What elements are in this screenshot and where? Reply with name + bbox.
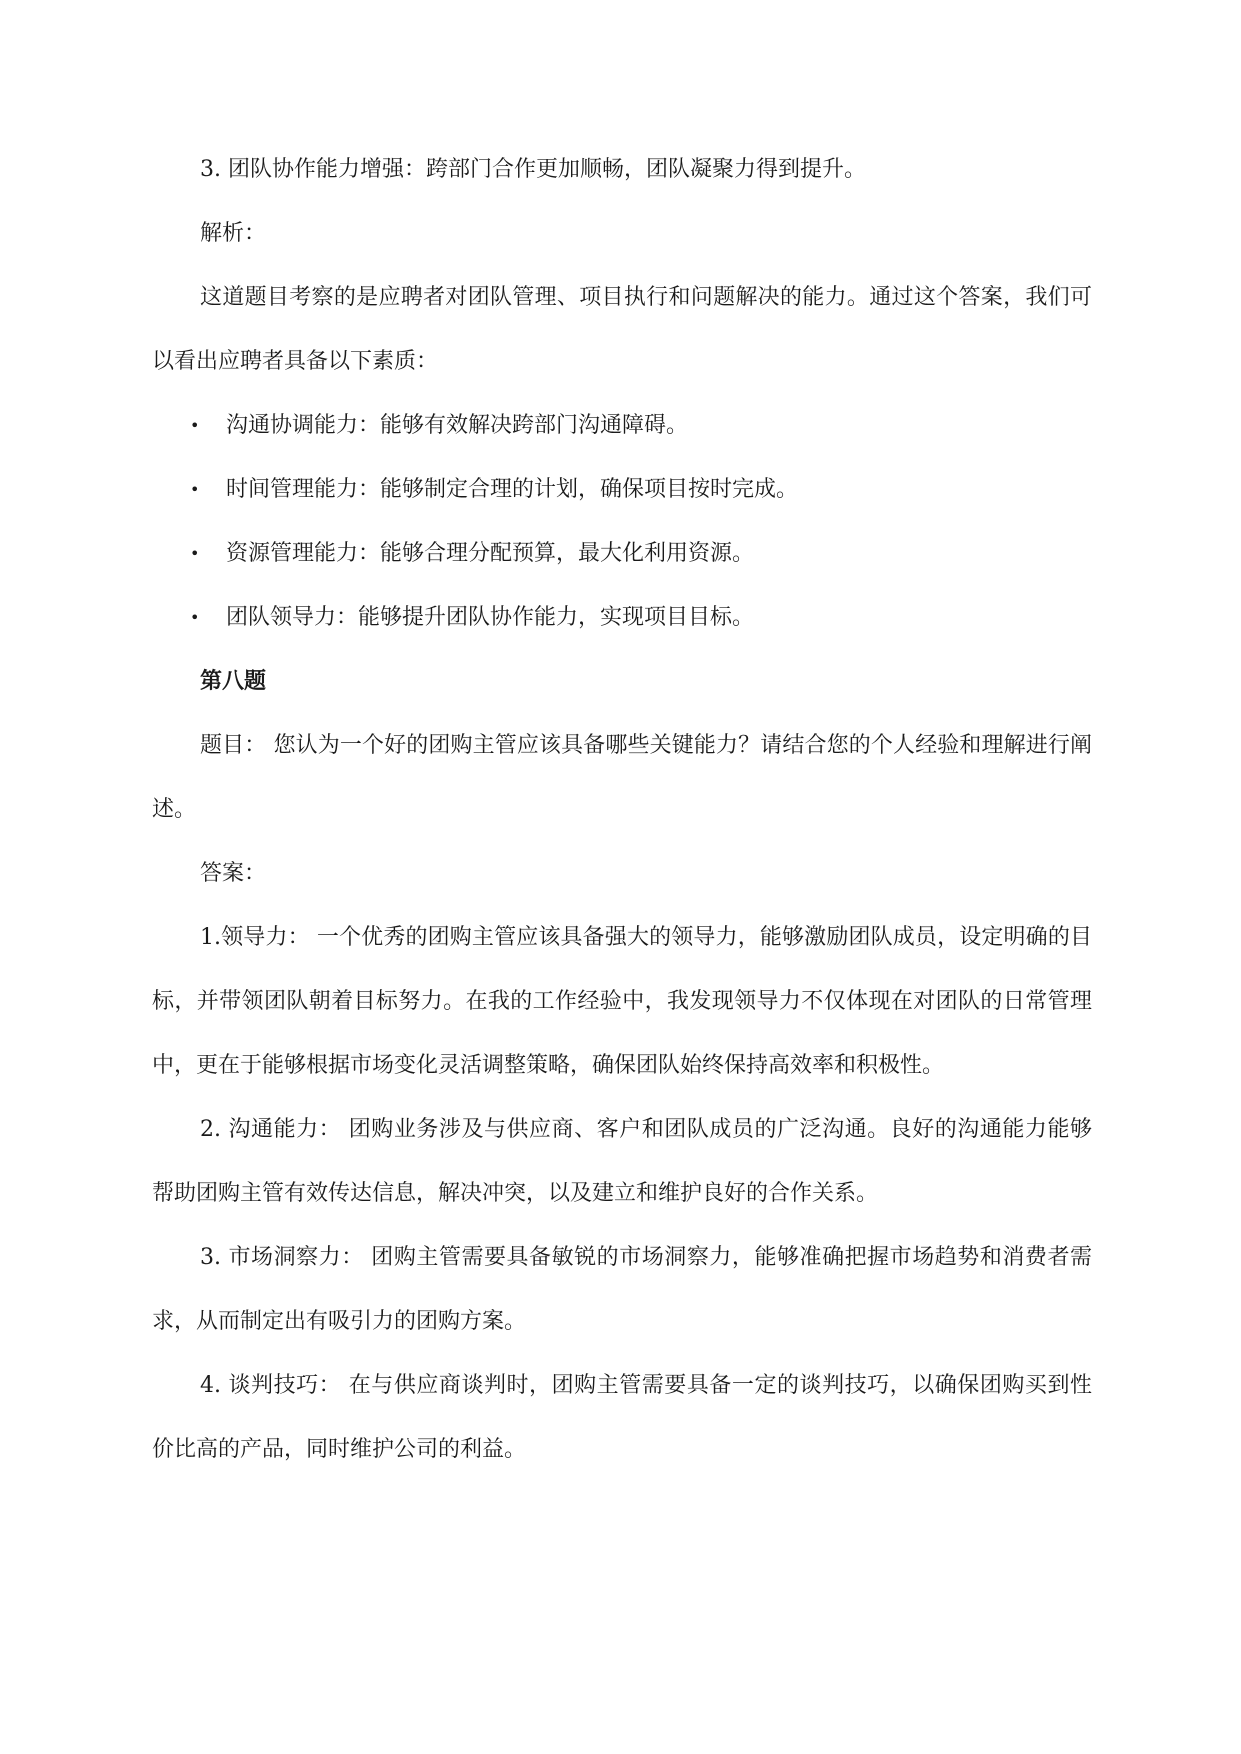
qualities-list: [152, 394, 1092, 650]
answer-label: 答案：: [200, 861, 267, 886]
bullet-icon: •: [190, 416, 200, 435]
document-page: [152, 138, 1092, 1482]
list-item-text: 团队领导力：能够提升团队协作能力，实现项目目标。: [226, 605, 755, 630]
list-item-text: 沟通协调能力：能够有效解决跨部门沟通障碍。: [226, 413, 689, 438]
answer-leadership: 1.领导力： 一个优秀的团购主管应该具备强大的领导力，能够激励团队成员，设定明确的目标，并带领团队朝着目标努力。在我的工作经验中，我发现领导力不仅体现在对团队的日常管理中，更在于能够根据市场变化灵活调整策略，确保团队始终保持高效率和积极性。: [152, 925, 1092, 1078]
list-item-text: 时间管理能力：能够制定合理的计划，确保项目按时完成。: [226, 477, 799, 502]
section-heading: 第八题: [200, 669, 267, 694]
paragraph-team-collaboration: 3. 团队协作能力增强：跨部门合作更加顺畅，团队凝聚力得到提升。: [200, 157, 866, 182]
bullet-icon: •: [190, 480, 200, 499]
analysis-paragraph: 这道题目考察的是应聘者对团队管理、项目执行和问题解决的能力。通过这个答案，我们可以看出应聘者具备以下素质：: [152, 285, 1092, 374]
question-paragraph: 题目： 您认为一个好的团购主管应该具备哪些关键能力？请结合您的个人经验和理解进行阐述。: [152, 733, 1092, 822]
answer-market-insight: 3. 市场洞察力： 团购主管需要具备敏锐的市场洞察力，能够准确把握市场趋势和消费者需求，从而制定出有吸引力的团购方案。: [152, 1245, 1092, 1334]
list-item: [152, 586, 1092, 650]
answer-communication: 2. 沟通能力： 团购业务涉及与供应商、客户和团队成员的广泛沟通。良好的沟通能力能够帮助团购主管有效传达信息，解决冲突，以及建立和维护良好的合作关系。: [152, 1117, 1092, 1206]
bullet-icon: •: [190, 544, 200, 563]
list-item: [152, 394, 1092, 458]
analysis-label: 解析：: [200, 221, 267, 246]
bullet-icon: •: [190, 608, 200, 627]
list-item: [152, 458, 1092, 522]
list-item-text: 资源管理能力：能够合理分配预算，最大化利用资源。: [226, 541, 755, 566]
list-item: [152, 522, 1092, 586]
answer-negotiation: 4. 谈判技巧： 在与供应商谈判时，团购主管需要具备一定的谈判技巧，以确保团购买到性价比高的产品，同时维护公司的利益。: [152, 1373, 1092, 1462]
